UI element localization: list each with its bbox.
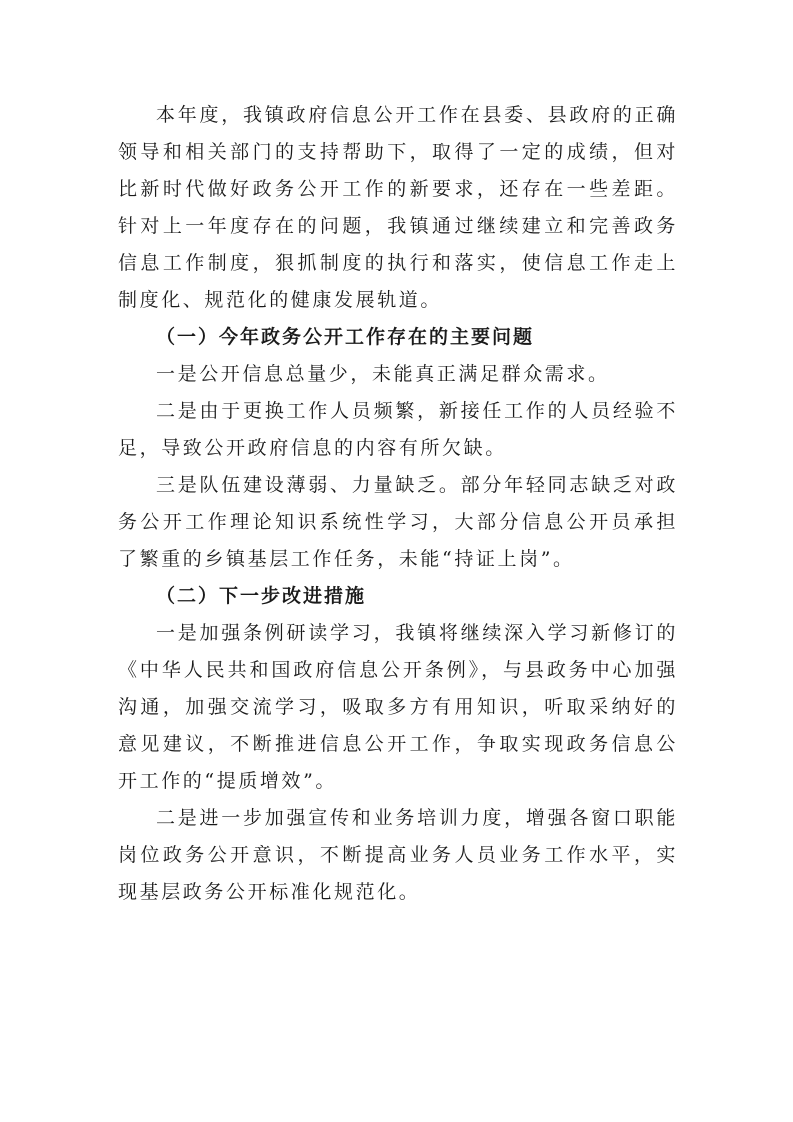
section-heading-problems: （一）今年政务公开工作存在的主要问题	[156, 326, 535, 348]
improvement-paragraph-1: 一是加强条例研读学习，我镇将继续深入学习新修订的《中华人民共和国政府信息公开条例》，与县政务中心加强沟通，加强交流学习，吸取多方有用知识，听取采纳好的意见建议，不断推进信息公开工作，争取实现政务信息公开工作的“提质增效”。	[118, 622, 678, 792]
document-body	[118, 97, 678, 911]
problem-paragraph-2: 二是由于更换工作人员频繁，新接任工作的人员经验不足，导致公开政府信息的内容有所欠缺。	[118, 400, 678, 459]
intro-paragraph: 本年度，我镇政府信息公开工作在县委、县政府的正确领导和相关部门的支持帮助下，取得了一定的成绩，但对比新时代做好政务公开工作的新要求，还存在一些差距。针对上一年度存在的问题，我镇通过继续建立和完善政务信息工作制度，狠抓制度的执行和落实，使信息工作走上制度化、规范化的健康发展轨道。	[118, 104, 678, 311]
section-heading-improvements: （二）下一步改进措施	[156, 585, 367, 607]
problem-paragraph-1: 一是公开信息总量少，未能真正满足群众需求。	[156, 363, 610, 385]
improvement-paragraph-2: 二是进一步加强宣传和业务培训力度，增强各窗口职能岗位政务公开意识，不断提高业务人员业务工作水平，实现基层政务公开标准化规范化。	[118, 807, 678, 903]
problem-paragraph-3: 三是队伍建设薄弱、力量缺乏。部分年轻同志缺乏对政务公开工作理论知识系统性学习，大部分信息公开员承担了繁重的乡镇基层工作任务，未能“持证上岗”。	[118, 474, 678, 570]
